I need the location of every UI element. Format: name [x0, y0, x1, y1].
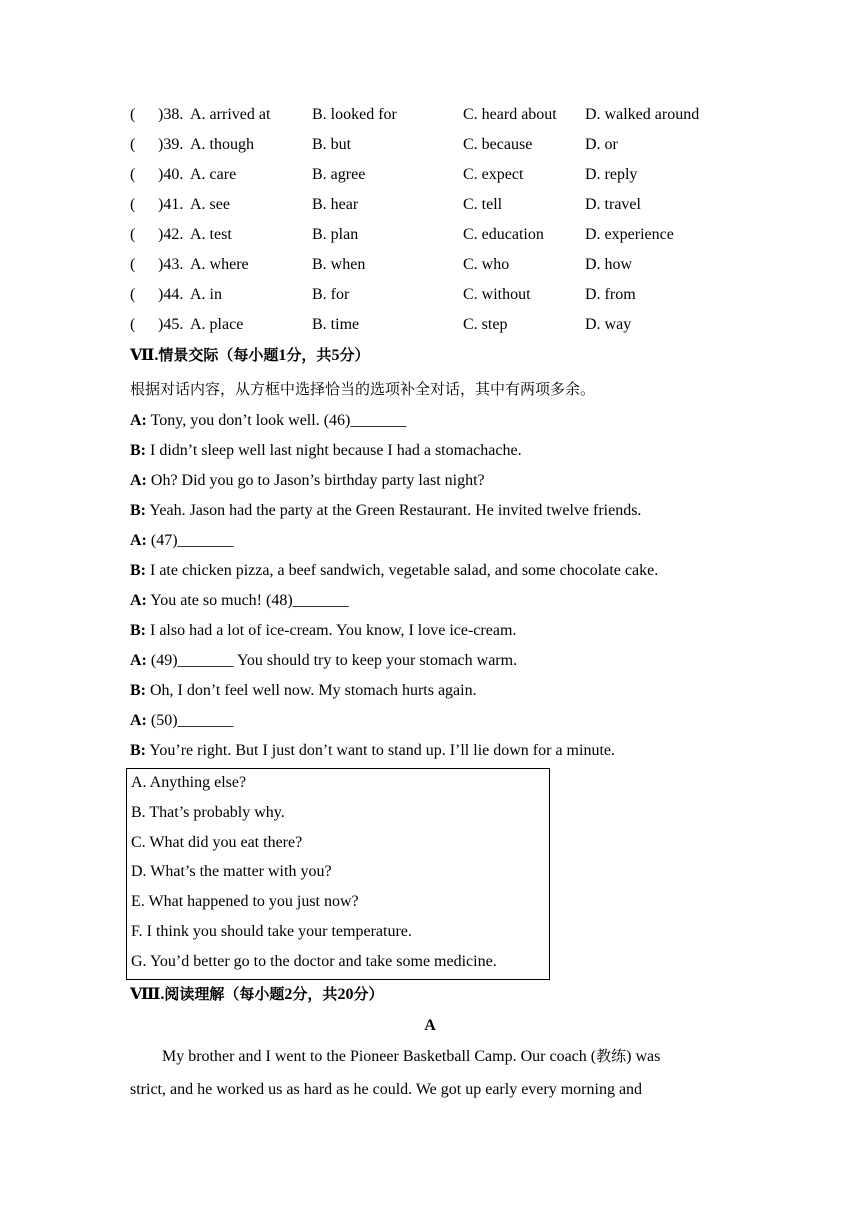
dialogue-text: You’re right. But I just don’t want to stand up. I’ll lie down for a minute.: [146, 742, 615, 759]
section-7-title-mid: 分，共: [286, 346, 332, 364]
option-c[interactable]: C. because: [463, 136, 533, 153]
answer-bracket[interactable]: (: [130, 196, 136, 213]
dialogue-line: [130, 496, 641, 526]
passage-line-1: [130, 1041, 710, 1071]
answer-bracket[interactable]: (: [130, 226, 136, 243]
answer-bracket[interactable]: (: [130, 286, 136, 303]
option-d[interactable]: D. way: [585, 316, 632, 333]
dialogue-text: Tony, you don’t look well. (46)_______: [146, 412, 407, 429]
option-d[interactable]: D. walked around: [585, 106, 700, 123]
option-a[interactable]: A. though: [190, 136, 254, 153]
option-b[interactable]: B. when: [312, 256, 366, 273]
speaker-label: B:: [130, 742, 146, 759]
cloze-question-row: [0, 100, 860, 130]
cloze-question-row: [0, 160, 860, 190]
speaker-label: A:: [130, 412, 147, 429]
question-number: )41.: [158, 196, 184, 213]
option-c[interactable]: C. tell: [463, 196, 503, 213]
cloze-question-row: [0, 220, 860, 250]
option-a[interactable]: A. test: [190, 226, 232, 243]
speaker-label: B:: [130, 562, 146, 579]
question-number: )39.: [158, 136, 184, 153]
section-8-points-total: 20: [337, 986, 354, 1003]
question-number: )45.: [158, 316, 184, 333]
section-7-heading: [130, 340, 369, 370]
question-number: )42.: [158, 226, 184, 243]
option-b[interactable]: B. but: [312, 136, 352, 153]
dialogue-line: [130, 466, 485, 496]
question-number: )40.: [158, 166, 184, 183]
dialogue-line: [130, 526, 234, 556]
option-d[interactable]: D. how: [585, 256, 633, 273]
option-a[interactable]: A. in: [190, 286, 222, 303]
dialogue-text: Yeah. Jason had the party at the Green Restaurant. He invited twelve friends.: [146, 502, 642, 519]
dialogue-text: (49)_______ You should try to keep your stomach warm.: [146, 652, 518, 669]
section-7-title-end: 分）: [339, 346, 370, 364]
answer-option: D. What’s the matter with you?: [131, 863, 332, 881]
cloze-question-row: [0, 250, 860, 280]
dialogue-text: I didn’t sleep well last night because I had a stomachache.: [146, 442, 522, 459]
answer-bracket[interactable]: (: [130, 256, 136, 273]
option-a[interactable]: A. care: [190, 166, 237, 183]
dialogue-text: Oh, I don’t feel well now. My stomach hurts again.: [146, 682, 477, 699]
option-b[interactable]: B. agree: [312, 166, 366, 183]
option-a[interactable]: A. where: [190, 256, 249, 273]
dialogue-line: [130, 616, 516, 646]
option-c[interactable]: C. step: [463, 316, 508, 333]
passage-line-1-end: ) was: [626, 1048, 661, 1065]
passage-line-1-gloss: 教练: [596, 1047, 627, 1065]
section-7-title: 情景交际（每小题: [158, 346, 279, 364]
passage-line-2: strict, and he worked us as hard as he could. We got up early every morning and: [130, 1081, 643, 1098]
option-b[interactable]: B. time: [312, 316, 360, 333]
speaker-label: A:: [130, 472, 147, 489]
dialogue-line: [130, 676, 477, 706]
section-7-points-each: 1: [278, 347, 287, 364]
speaker-label: B:: [130, 442, 146, 459]
answer-bracket[interactable]: (: [130, 136, 136, 153]
section-8-title-mid: 分，共: [292, 985, 338, 1003]
option-c[interactable]: C. expect: [463, 166, 524, 183]
section-8-title-end: 分）: [353, 985, 384, 1003]
question-number: )44.: [158, 286, 184, 303]
dialogue-text: Oh? Did you go to Jason’s birthday party last night?: [146, 472, 485, 489]
cloze-question-row: [0, 280, 860, 310]
option-c[interactable]: C. without: [463, 286, 531, 303]
speaker-label: A:: [130, 652, 147, 669]
answer-options-box: [126, 768, 550, 980]
option-d[interactable]: D. experience: [585, 226, 674, 243]
answer-option: F. I think you should take your temperature.: [131, 923, 412, 940]
option-d[interactable]: D. from: [585, 286, 636, 303]
dialogue-line: [130, 706, 234, 736]
cloze-question-row: [0, 130, 860, 160]
option-c[interactable]: C. education: [463, 226, 544, 243]
dialogue-text: (50)_______: [146, 712, 234, 729]
option-b[interactable]: B. hear: [312, 196, 359, 213]
option-d[interactable]: D. travel: [585, 196, 641, 213]
dialogue-text: (47)_______: [146, 532, 234, 549]
answer-bracket[interactable]: (: [130, 106, 136, 123]
section-8-heading: [130, 979, 383, 1009]
speaker-label: B:: [130, 682, 146, 699]
answer-option: C. What did you eat there?: [131, 833, 303, 851]
passage-line-1-start: My brother and I went to the Pioneer Basketball Camp. Our coach (: [162, 1048, 597, 1065]
speaker-label: A:: [130, 532, 147, 549]
option-d[interactable]: D. reply: [585, 166, 638, 183]
option-c[interactable]: C. heard about: [463, 106, 557, 123]
option-d[interactable]: D. or: [585, 136, 618, 153]
answer-option: B. That’s probably why.: [131, 803, 285, 821]
section-7-points-total: 5: [331, 347, 340, 364]
speaker-label: A:: [130, 592, 147, 609]
answer-option: A. Anything else?: [131, 774, 247, 791]
dialogue-line: [130, 436, 522, 466]
question-number: )38.: [158, 106, 184, 123]
dialogue-line: [130, 556, 658, 586]
answer-option: E. What happened to you just now?: [131, 893, 359, 911]
section-7-instruction: 根据对话内容，从方框中选择恰当的选项补全对话，其中有两项多余。: [130, 380, 596, 398]
speaker-label: B:: [130, 502, 146, 519]
option-c[interactable]: C. who: [463, 256, 510, 273]
cloze-question-row: [0, 310, 860, 340]
option-a[interactable]: A. see: [190, 196, 230, 213]
answer-bracket[interactable]: (: [130, 316, 136, 333]
dialogue-text: You ate so much! (48)_______: [146, 592, 349, 609]
dialogue-line: [130, 406, 406, 436]
cloze-question-row: [0, 190, 860, 220]
option-a[interactable]: A. arrived at: [190, 106, 271, 123]
question-number: )43.: [158, 256, 184, 273]
option-a[interactable]: A. place: [190, 316, 244, 333]
section-8-points-each: 2: [284, 986, 293, 1003]
dialogue-text: I also had a lot of ice-cream. You know, I love ice-cream.: [146, 622, 517, 639]
speaker-label: A:: [130, 712, 147, 729]
answer-option: G. You’d better go to the doctor and take some medicine.: [131, 952, 497, 970]
dialogue-line: [130, 646, 517, 676]
dialogue-text: I ate chicken pizza, a beef sandwich, vegetable salad, and some chocolate cake.: [146, 562, 659, 579]
dialogue-line: [130, 736, 615, 766]
option-b[interactable]: B. plan: [312, 226, 359, 243]
option-b[interactable]: B. looked for: [312, 106, 397, 123]
section-8-title: 阅读理解（每小题: [164, 985, 285, 1003]
passage-title: A: [424, 1017, 436, 1034]
answer-bracket[interactable]: (: [130, 166, 136, 183]
section-8-roman: Ⅷ.: [130, 986, 165, 1003]
option-b[interactable]: B. for: [312, 286, 350, 303]
speaker-label: B:: [130, 622, 146, 639]
section-7-roman: Ⅶ.: [130, 347, 159, 364]
dialogue-line: [130, 586, 349, 616]
